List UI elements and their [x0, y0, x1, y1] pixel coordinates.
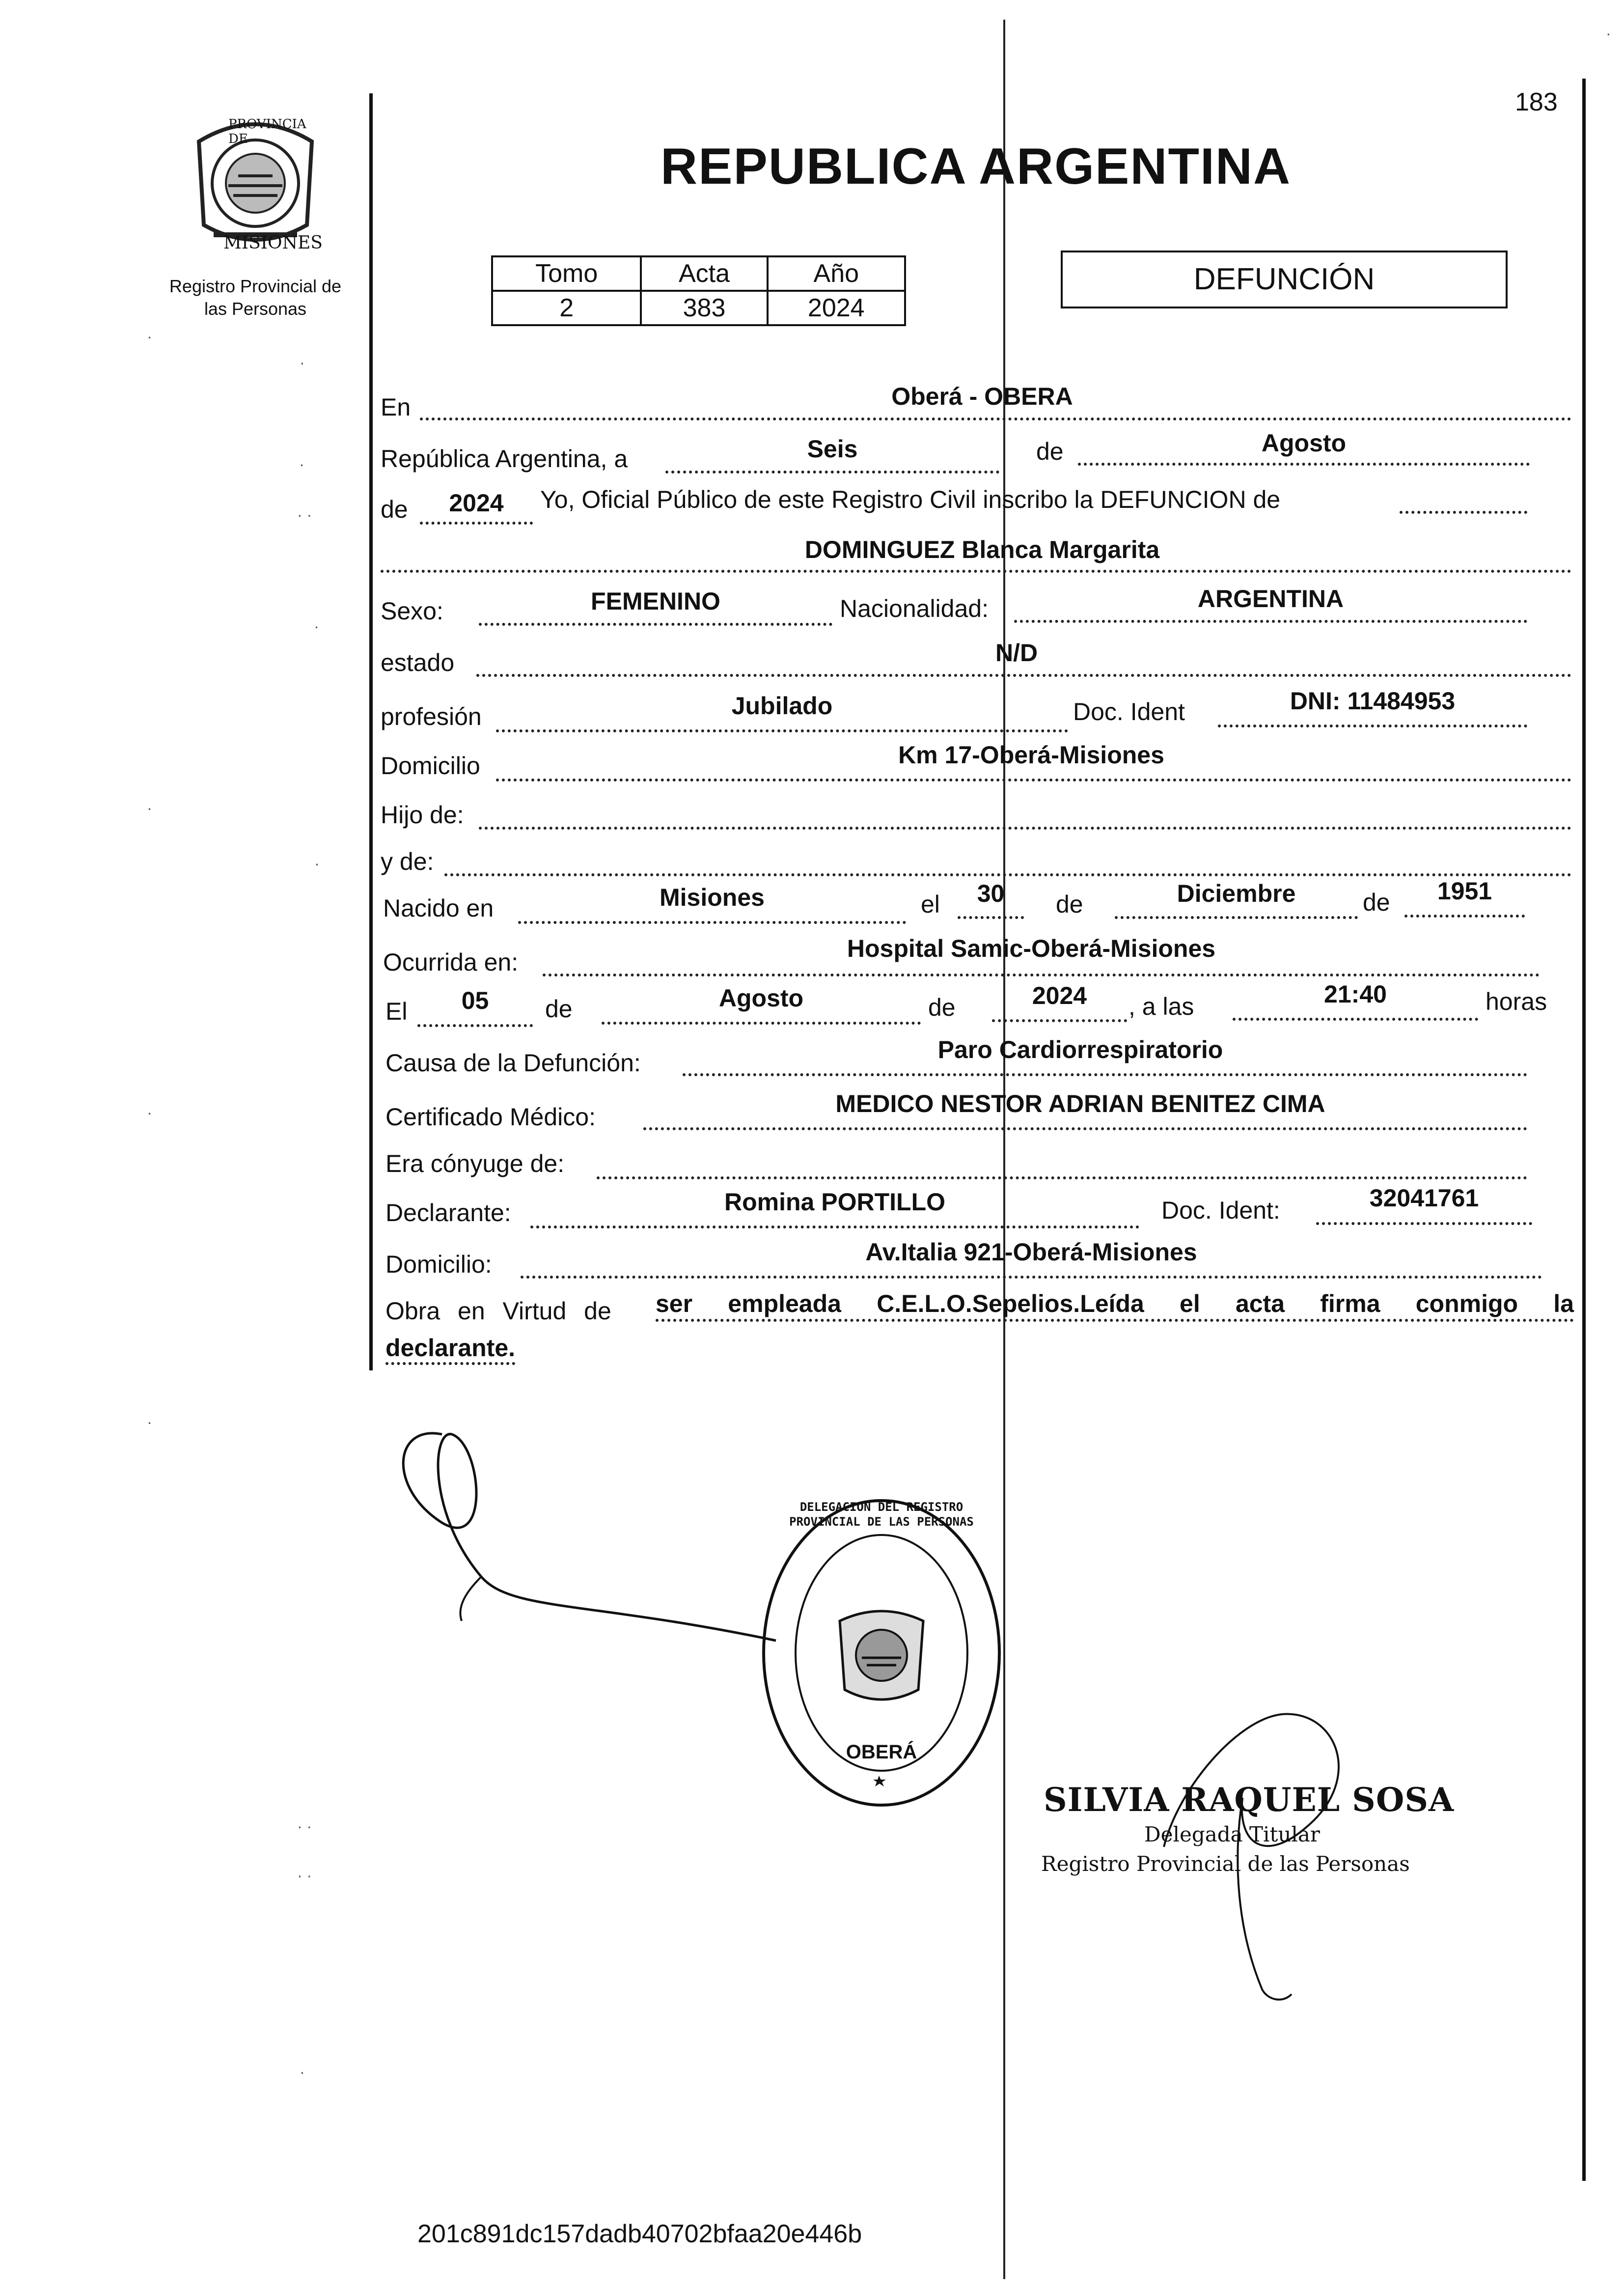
certificado-line: [643, 1127, 1527, 1130]
hijo-line: [479, 827, 1571, 830]
obra-value-line1: ser empleada C.E.L.O.Sepelios.Leída el acta firma conmigo la: [656, 1289, 1574, 1322]
day-line: [665, 471, 999, 474]
official-position: Delegada Titular: [1144, 1822, 1320, 1846]
month-value: Agosto: [1261, 429, 1347, 457]
obra-label: Obra en Virtud de: [385, 1297, 611, 1325]
margin-speck: ·: [1606, 25, 1611, 42]
stamp-ring-text: DELEGACION DEL REGISTRO PROVINCIAL DE LAS PERSONAS: [789, 1500, 974, 1529]
death-time-line: [1233, 1018, 1478, 1021]
doc-ident-line: [1218, 725, 1527, 727]
registry-table-header: [492, 256, 905, 291]
de-label-4: de: [1363, 889, 1390, 916]
tomo-value: 2: [492, 291, 641, 325]
acta-header: Acta: [641, 256, 767, 291]
death-time: 21:40: [1324, 980, 1387, 1008]
ocurrida-line: [543, 974, 1540, 976]
left-margin-line: [369, 93, 373, 1370]
margin-speck: ·: [314, 855, 320, 872]
inscribo-text: Yo, Oficial Público de este Registro Civil inscribo la DEFUNCION de: [540, 486, 1281, 513]
domicilio-value: Km 17-Oberá-Misiones: [898, 741, 1164, 769]
margin-speck: ·: [300, 2063, 305, 2081]
en-line: [420, 418, 1571, 420]
en-label: En: [381, 393, 411, 421]
declarante-value: Romina PORTILLO: [724, 1188, 945, 1216]
anio-header: Año: [768, 256, 905, 291]
doc-ident2-line: [1316, 1222, 1532, 1225]
en-value: Oberá - OBERA: [891, 383, 1073, 410]
birth-year: 1951: [1437, 877, 1492, 905]
margin-speck: .: [147, 324, 152, 342]
doc-ident2-value: 32041761: [1369, 1184, 1479, 1212]
nacionalidad-value: ARGENTINA: [1197, 585, 1344, 613]
death-month-line: [602, 1022, 921, 1025]
inscribo-line: [1400, 511, 1527, 514]
certificado-value: MEDICO NESTOR ADRIAN BENITEZ CIMA: [835, 1090, 1325, 1117]
document-title: REPUBLICA ARGENTINA: [661, 138, 1292, 195]
de-label-3: de: [1056, 891, 1083, 918]
de-label-1: de: [1036, 438, 1064, 465]
name-line: [381, 570, 1571, 573]
el-label-1: el: [921, 891, 940, 918]
province-emblem: [184, 112, 327, 259]
act-type-box: DEFUNCIÓN: [1061, 251, 1508, 308]
year-line: [420, 522, 533, 525]
page-number: 183: [1515, 88, 1558, 116]
emblem-text-top: PROVINCIA DE: [228, 117, 306, 146]
conyuge-line: [597, 1176, 1527, 1179]
causa-label: Causa de la Defunción:: [385, 1049, 641, 1077]
registry-table-values: [492, 291, 905, 325]
day-words: Seis: [807, 435, 858, 463]
nacido-label: Nacido en: [383, 894, 494, 922]
acta-value: 383: [641, 291, 767, 325]
profesion-value: Jubilado: [731, 692, 833, 720]
anio-value: 2024: [768, 291, 905, 325]
right-margin-line: [1582, 79, 1586, 2181]
de-label-6: de: [928, 994, 956, 1021]
nacido-value: Misiones: [660, 884, 765, 911]
profesion-line: [496, 729, 1068, 732]
death-year-line: [992, 1019, 1127, 1022]
emblem-text-bottom: MISIONES: [223, 233, 323, 253]
death-month: Agosto: [718, 984, 804, 1012]
estado-label: estado: [381, 649, 455, 676]
margin-speck: · ·: [297, 1867, 312, 1884]
birth-day: 30: [977, 880, 1005, 907]
domicilio2-label: Domicilio:: [385, 1251, 492, 1278]
declarante-line: [530, 1226, 1139, 1228]
yde-label: y de:: [381, 848, 434, 875]
agency-caption-line1: Registro Provincial de: [169, 276, 342, 296]
birth-year-line: [1404, 915, 1525, 918]
el-label-2: El: [385, 998, 408, 1025]
margin-speck: ·: [300, 354, 305, 371]
fold-line: [1003, 20, 1005, 2279]
declarante-label: Declarante:: [385, 1199, 511, 1227]
certificado-label: Certificado Médico:: [385, 1103, 596, 1131]
birth-month: Diciembre: [1177, 880, 1296, 907]
causa-value: Paro Cardiorrespiratorio: [937, 1036, 1223, 1063]
nacionalidad-line: [1014, 620, 1527, 623]
doc-ident-label: Doc. Ident: [1073, 698, 1185, 725]
document-hash: 201c891dc157dadb40702bfaa20e446b: [417, 2220, 862, 2248]
margin-speck: .: [314, 614, 319, 632]
nacido-line: [518, 921, 906, 924]
year-value: 2024: [449, 489, 504, 517]
tomo-header: Tomo: [492, 256, 641, 291]
causa-line: [683, 1073, 1527, 1076]
sexo-label: Sexo:: [381, 597, 443, 625]
margin-speck: · ·: [297, 506, 312, 524]
hijo-label: Hijo de:: [381, 801, 464, 829]
nacionalidad-label: Nacionalidad:: [840, 595, 989, 622]
registry-stamp: [759, 1496, 1004, 1810]
yde-line: [444, 873, 1571, 876]
conyuge-label: Era cónyuge de:: [385, 1150, 565, 1177]
ocurrida-value: Hospital Samic-Oberá-Misiones: [847, 935, 1216, 962]
margin-speck: .: [147, 1410, 152, 1427]
death-day: 05: [461, 987, 489, 1014]
margin-speck: .: [147, 1100, 152, 1118]
official-name: SILVIA RAQUEL SOSA: [1044, 1781, 1455, 1819]
month-line: [1078, 463, 1530, 466]
ocurrida-label: Ocurrida en:: [383, 948, 519, 976]
domicilio-line: [496, 779, 1571, 781]
stamp-city: OBERÁ: [846, 1741, 917, 1763]
sexo-line: [479, 623, 832, 626]
obra-value-line2: declarante.: [385, 1334, 515, 1365]
registry-table: [491, 255, 906, 326]
death-day-line: [417, 1024, 533, 1027]
agency-caption: [147, 275, 363, 320]
de-label-2: de: [381, 496, 408, 523]
domicilio-label: Domicilio: [381, 752, 480, 780]
margin-speck: .: [300, 452, 304, 470]
deceased-name: DOMINGUEZ Blanca Margarita: [804, 536, 1160, 563]
birth-day-line: [958, 916, 1024, 919]
republica-label: República Argentina, a: [381, 445, 628, 473]
margin-speck: .: [147, 796, 152, 813]
death-year: 2024: [1032, 982, 1087, 1009]
doc-ident-value: DNI: 11484953: [1290, 687, 1456, 715]
domicilio2-line: [521, 1276, 1542, 1279]
birth-month-line: [1115, 916, 1358, 919]
margin-speck: · ·: [297, 1817, 312, 1835]
de-label-5: de: [545, 995, 573, 1023]
official-office: Registro Provincial de las Personas: [1041, 1852, 1410, 1876]
agency-caption-line2: las Personas: [204, 299, 307, 319]
horas-label: horas: [1486, 988, 1547, 1015]
estado-value: N/D: [995, 639, 1038, 667]
domicilio2-value: Av.Italia 921-Oberá-Misiones: [865, 1238, 1197, 1266]
doc-ident2-label: Doc. Ident:: [1161, 1197, 1280, 1224]
estado-line: [476, 674, 1571, 677]
alas-label: , a las: [1129, 993, 1194, 1020]
sexo-value: FEMENINO: [591, 587, 720, 615]
profesion-label: profesión: [381, 703, 482, 730]
